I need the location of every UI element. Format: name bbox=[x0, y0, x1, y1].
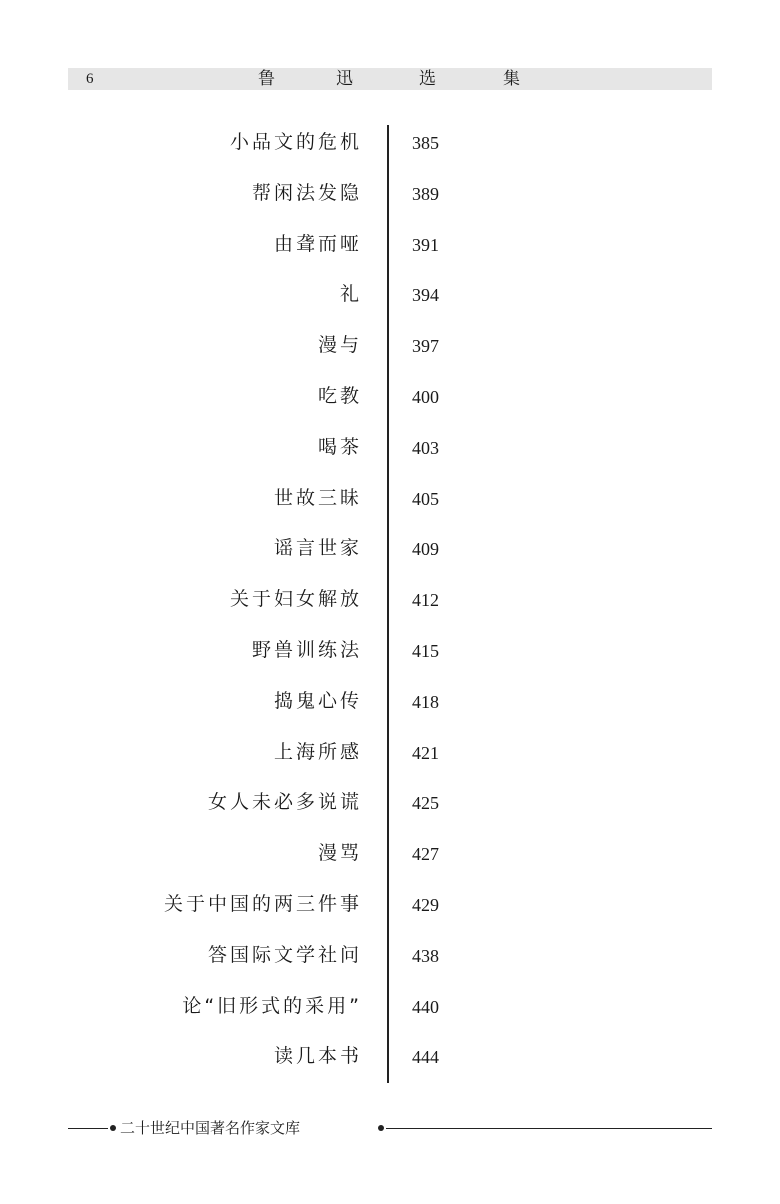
toc-entry-title: 谣言世家 bbox=[273, 537, 362, 560]
toc-entry-title: 野兽训练法 bbox=[251, 638, 362, 661]
book-title bbox=[0, 69, 780, 89]
toc-entry-page: 444 bbox=[412, 1047, 439, 1068]
book-title-char: 迅 bbox=[336, 69, 353, 89]
toc-entry bbox=[0, 323, 780, 374]
toc-entry-title: 小品文的危机 bbox=[229, 131, 362, 153]
toc-entry bbox=[0, 272, 780, 323]
toc-entry-page: 418 bbox=[412, 691, 439, 712]
toc-entry-title: 读几本书 bbox=[273, 1045, 362, 1068]
toc-entry-title: 吃教 bbox=[317, 384, 362, 407]
page-number: 6 bbox=[86, 71, 94, 87]
toc-entry-page: 397 bbox=[412, 336, 439, 357]
toc-entry-title: 帮闲法发隐 bbox=[251, 181, 362, 204]
toc-entry-title: 礼 bbox=[339, 283, 362, 306]
toc-entry-page: 429 bbox=[412, 894, 439, 915]
toc-entry-page: 427 bbox=[412, 844, 439, 865]
toc-entry bbox=[0, 831, 780, 882]
toc-entry bbox=[0, 984, 780, 1035]
footer-rule-right bbox=[386, 1128, 712, 1129]
toc-entry bbox=[0, 222, 780, 273]
toc-entry bbox=[0, 730, 780, 781]
toc-entry bbox=[0, 780, 780, 831]
toc-entry-page: 403 bbox=[412, 437, 439, 458]
toc-entry-page: 438 bbox=[412, 945, 439, 966]
toc-entry-page: 412 bbox=[412, 590, 439, 611]
toc-entry bbox=[0, 577, 780, 628]
toc-entry bbox=[0, 679, 780, 730]
toc-entry-title: 上海所感 bbox=[273, 740, 362, 763]
footer-series-name: 二十世纪中国著名作家文库 bbox=[120, 1119, 301, 1137]
toc-entry-page: 440 bbox=[412, 996, 439, 1017]
toc-entry bbox=[0, 425, 780, 476]
toc-entry-title: 答国际文学社问 bbox=[207, 943, 362, 966]
toc-entry-page: 415 bbox=[412, 640, 439, 661]
toc-entry-title: 捣鬼心传 bbox=[273, 689, 362, 712]
toc-entry-page: 400 bbox=[412, 386, 439, 407]
toc-entry-title: 由聋而哑 bbox=[273, 232, 362, 255]
toc-entry-title: 关于妇女解放 bbox=[229, 588, 362, 611]
book-title-char: 鲁 bbox=[258, 69, 275, 89]
toc-entry bbox=[0, 526, 780, 577]
toc-entry-page: 385 bbox=[412, 133, 439, 153]
toc-entry-title: 关于中国的两三件事 bbox=[163, 892, 362, 915]
toc-entry-page: 425 bbox=[412, 793, 439, 814]
toc-entry bbox=[0, 933, 780, 984]
toc-entry bbox=[0, 882, 780, 933]
table-of-contents bbox=[0, 120, 780, 1085]
toc-entry bbox=[0, 628, 780, 679]
footer-dot-right bbox=[378, 1125, 384, 1131]
toc-entry bbox=[0, 120, 780, 171]
footer bbox=[68, 1118, 712, 1138]
toc-entry-title: 漫与 bbox=[317, 334, 362, 357]
book-title-char: 选 bbox=[419, 69, 436, 89]
toc-entry bbox=[0, 171, 780, 222]
toc-entry-page: 391 bbox=[412, 234, 439, 255]
footer-rule-left bbox=[68, 1128, 108, 1129]
toc-entry-page: 409 bbox=[412, 539, 439, 560]
toc-entry-title: 世故三昧 bbox=[273, 486, 362, 509]
toc-entry-title: 喝茶 bbox=[317, 435, 362, 458]
footer-dot-left bbox=[110, 1125, 116, 1131]
toc-entry-page: 405 bbox=[412, 488, 439, 509]
toc-entry bbox=[0, 1034, 780, 1085]
toc-entry-page: 421 bbox=[412, 742, 439, 763]
toc-entry bbox=[0, 374, 780, 425]
toc-entry-title: 漫骂 bbox=[317, 842, 362, 865]
toc-entry-page: 389 bbox=[412, 183, 439, 204]
toc-entry-title: 论“旧形式的采用” bbox=[182, 994, 362, 1017]
toc-entry-page: 394 bbox=[412, 285, 439, 306]
book-title-char: 集 bbox=[503, 69, 520, 89]
toc-entry bbox=[0, 476, 780, 527]
toc-entry-title: 女人未必多说谎 bbox=[207, 791, 362, 814]
